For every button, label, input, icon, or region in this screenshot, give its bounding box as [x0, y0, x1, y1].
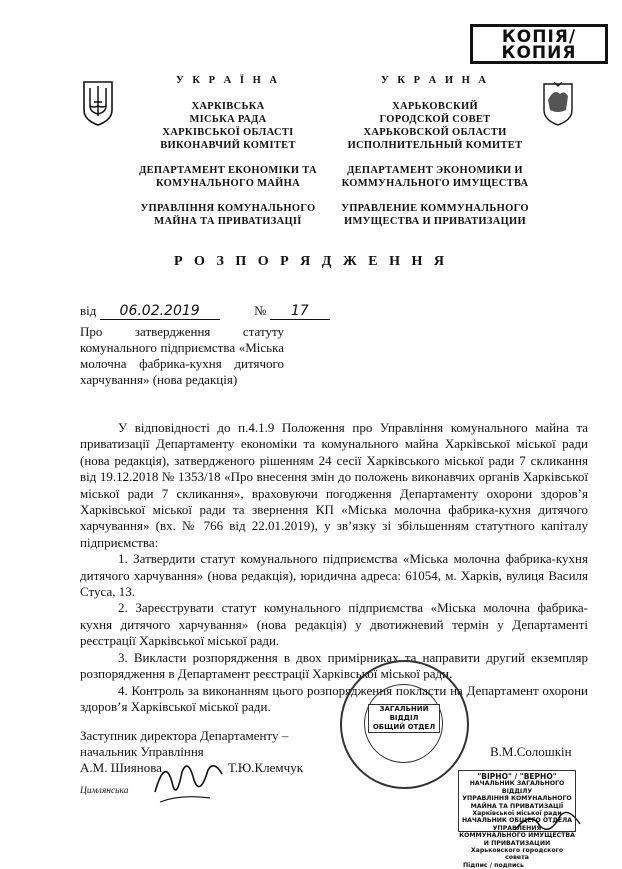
header-ua-council	[128, 100, 328, 152]
copy-stamp-line2: КОПИЯ	[501, 43, 577, 63]
header-ru-country: У К Р А И Н А	[381, 75, 489, 86]
body-paragraph: 1. Затвердити статут комунального підприємства «Міська молочна фабрика-кухня дитячого харчування» (нова редакція), юридична адреса: 61054, м. Харків, вулиця Василя Стуса, 13.	[80, 551, 588, 600]
signer-position-line1: Заступник директора Департаменту –	[80, 728, 289, 743]
cert-stamp-line: Підпис / подпись	[463, 861, 524, 869]
header-ru-council-line: ИСПОЛНИТЕЛЬНЫЙ КОМИТЕТ	[347, 140, 523, 151]
document-number: 17	[270, 303, 330, 320]
header-ru-department-line: ДЕПАРТАМЕНТ ЭКОНОМИКИ И	[347, 165, 523, 176]
header-ru-division	[330, 202, 540, 228]
document-subject: Про затвердження статуту комунального підприємства «Міська молочна фабрика-кухня дитячого харчування» (нова редакція)	[80, 324, 284, 387]
header-ua-department-line: КОМУНАЛЬНОГО МАЙНА	[155, 178, 300, 189]
body-paragraph: 4. Контроль за виконанням цього розпорядження покласти на Департамент охорони здоров’я Харківської міської ради.	[80, 682, 588, 714]
cert-stamp-line: УПРАВЛЕНИЯ КОММУНАЛЬНОГО ИМУЩЕСТВА И ПРИВАТИЗАЦИИ	[459, 824, 575, 847]
header-ru-council-line: ХАРЬКОВСКОЙ ОБЛАСТИ	[363, 127, 507, 138]
round-stamp-line: ОБЩИЙ ОТДЕЛ	[372, 723, 436, 731]
cert-stamp-line: УПРАВЛІННЯ КОМУНАЛЬНОГО МАЙНА ТА ПРИВАТИЗАЦІЇ	[462, 795, 572, 810]
round-stamp-box	[368, 704, 440, 733]
header-ru-council-line: ХАРЬКОВСКИЙ	[392, 101, 478, 112]
header-ru-council	[330, 100, 540, 152]
signer-name: В.М.Солошкін	[490, 744, 572, 759]
header-ru-division-line: ИМУЩЕСТВА И ПРИВАТИЗАЦИИ	[344, 216, 526, 227]
document-meta	[80, 303, 330, 320]
from-label: від	[80, 303, 97, 318]
executor-note: Цимлянська	[80, 786, 129, 796]
body-paragraph: У відповідності до п.4.1.9 Положення про Управління комунального майна та приватизації Департаменту економіки та комунального майна Харківської міської ради (нова редакція), затвердженого рішенням 24 сесії Харківського міської ради 7 скликання від 19.12.2018 № 1353/18 «Про внесення змін до положень виконавчих органів Харківської міської ради 7 скликання», враховуючи погодження Департаменту охорони здоров’я Харківської міської ради та звернення КП «Міська молочна фабрика-кухня дитячого харчування» (вх. № 766 від 22.01.2019), у зв’язку зі збільшенням статутного капіталу підприємства:	[80, 420, 588, 550]
header-ua-department-line: ДЕПАРТАМЕНТ ЕКОНОМІКИ ТА	[139, 165, 317, 176]
signature-scribble-icon	[150, 752, 230, 812]
cert-stamp-line: НАЧАЛЬНИК ЗАГАЛЬНОГО ВІДДІЛУ	[469, 780, 565, 795]
signer-position-line2: начальник Управління	[80, 744, 204, 759]
cert-stamp-line: НАЧАЛЬНИК ОБЩЕГО ОТДЕЛА	[461, 817, 573, 825]
round-stamp-line: ЗАГАЛЬНИЙ	[379, 705, 429, 713]
body-paragraph: 3. Викласти розпорядження в двох примірниках та направити другий екземпляр розпорядження в Департамент реєстрації Харківської міської ради.	[80, 649, 588, 682]
header-ua-council-line: ХАРКІВСЬКА	[191, 101, 265, 112]
header-ukrainian	[128, 74, 328, 240]
kharkiv-emblem-icon	[540, 80, 576, 126]
certification-stamp	[458, 770, 576, 869]
number-label: №	[254, 303, 267, 318]
header-ua-country: У К Р А Ї Н А	[176, 75, 280, 86]
header-ua-council-line: ВИКОНАВЧИЙ КОМІТЕТ	[160, 140, 296, 151]
agreed-by: Т.Ю.Клемчук	[228, 760, 304, 775]
header-ua-council-line: МІСЬКА РАДА	[189, 114, 267, 125]
copy-stamp-line1: КОПІЯ/	[501, 27, 577, 47]
cert-stamp-line: Харківської міської ради	[472, 810, 562, 818]
header-ru-division-line: УПРАВЛЕНИЕ КОММУНАЛЬНОГО	[341, 203, 529, 214]
header-ua-division-line: МАЙНА ТА ПРИВАТИЗАЦІЇ	[154, 216, 302, 227]
round-stamp	[340, 660, 469, 789]
document-date: 06.02.2019	[100, 303, 220, 320]
header-ru-council-line: ГОРОДСКОЙ СОВЕТ	[379, 114, 491, 125]
body-paragraph: 2. Зареєструвати статут комунального підприємства «Міська молочна фабрика-кухня дитячого харчування» (нова редакція) у двотижневий термін у Департаменті реєстрації Харківської міської ради.	[80, 600, 588, 649]
cert-stamp-line: "ВІРНО" / "ВЕРНО"	[477, 772, 557, 781]
header-ua-division	[128, 202, 328, 228]
document-body	[80, 420, 588, 715]
header-ua-council-line: ХАРКІВСЬКОЇ ОБЛАСТІ	[162, 127, 294, 138]
cert-stamp-line: Харьковского городского совета	[470, 847, 564, 862]
copy-stamp	[470, 24, 608, 64]
round-stamp-line: ВІДДІЛ	[389, 714, 419, 722]
header-ru-department-line: КОММУНАЛЬНОГО ИМУЩЕСТВА	[341, 178, 529, 189]
header-ru-department	[330, 164, 540, 190]
header-russian	[330, 74, 540, 240]
document-title: Р О З П О Р Я Д Ж Е Н Н Я	[174, 254, 448, 269]
prepared-by: А.М. Шиянова	[80, 760, 162, 775]
header-ua-division-line: УПРАВЛІННЯ КОМУНАЛЬНОГО	[140, 203, 316, 214]
header-ua-department	[128, 164, 328, 190]
trident-emblem-icon	[80, 80, 116, 126]
